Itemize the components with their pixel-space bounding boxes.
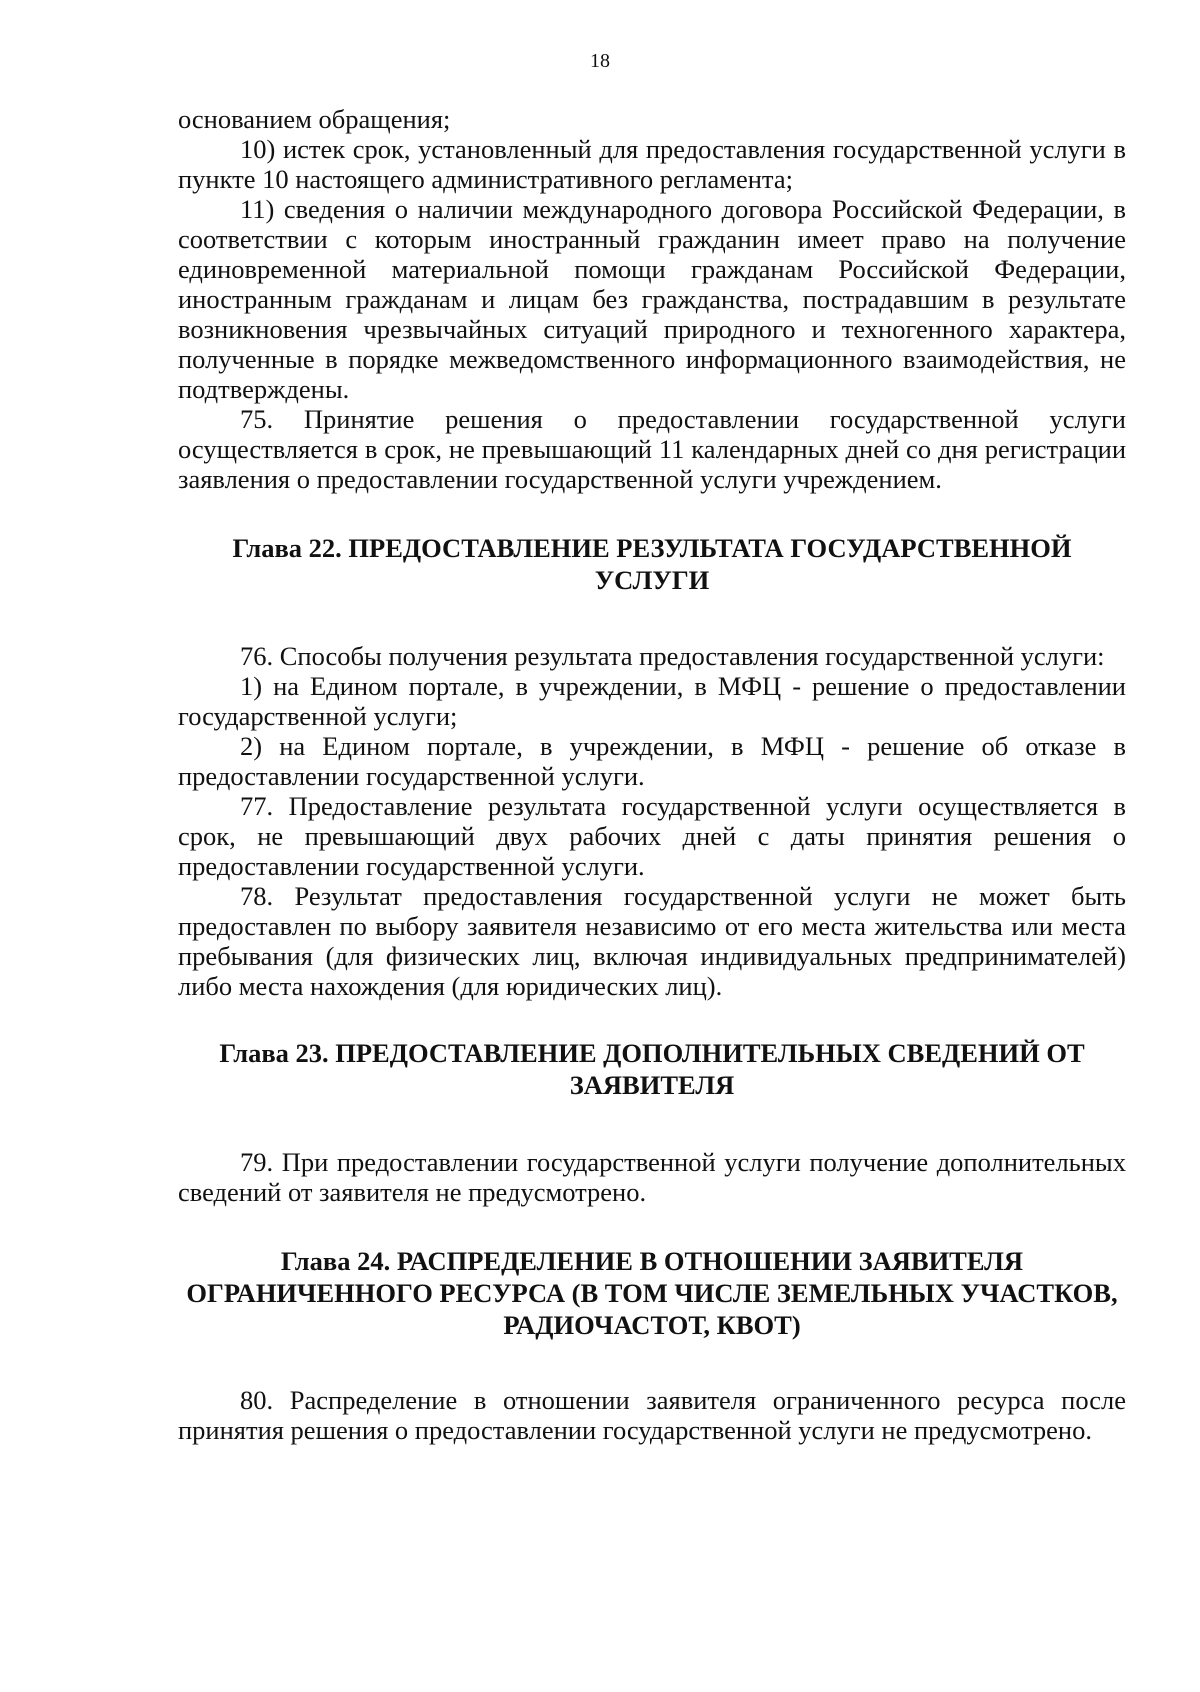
paragraph: 77. Предоставление результата государственной услуги осуществляется в срок, не превышающий двух рабочих дней с даты принятия решения о предоставлении государственной услуги. (178, 791, 1126, 881)
chapter-22-heading (178, 532, 1126, 596)
page-number: 18 (590, 50, 610, 72)
paragraph: 80. Распределение в отношении заявителя ограниченного ресурса после принятия решения о предоставлении государственной услуги не предусмотрено. (178, 1385, 1126, 1445)
heading-line: РАДИОЧАСТОТ, КВОТ) (503, 1310, 801, 1340)
paragraph: 78. Результат предоставления государственной услуги не может быть предоставлен по выбору заявителя независимо от его места жительства или места пребывания (для физических лиц, включая индивидуальных предпринимателей) либо места нахождения (для юридических лиц). (178, 881, 1126, 1001)
heading-line: УСЛУГИ (594, 565, 710, 595)
heading-line: Глава 23. ПРЕДОСТАВЛЕНИЕ ДОПОЛНИТЕЛЬНЫХ СВЕДЕНИЙ ОТ (219, 1038, 1085, 1068)
heading-line: Глава 24. РАСПРЕДЕЛЕНИЕ В ОТНОШЕНИИ ЗАЯВИТЕЛЯ (280, 1246, 1024, 1276)
heading-line: Глава 22. ПРЕДОСТАВЛЕНИЕ РЕЗУЛЬТАТА ГОСУДАРСТВЕННОЙ (232, 533, 1072, 563)
paragraph: 79. При предоставлении государственной услуги получение дополнительных сведений от заявителя не предусмотрено. (178, 1147, 1126, 1207)
heading-line: ОГРАНИЧЕННОГО РЕСУРСА (В ТОМ ЧИСЛЕ ЗЕМЕЛЬНЫХ УЧАСТКОВ, (186, 1278, 1118, 1308)
paragraph: 1) на Едином портале, в учреждении, в МФЦ - решение о предоставлении государственной услуги; (178, 671, 1126, 731)
paragraph: 76. Способы получения результата предоставления государственной услуги: (240, 641, 1105, 671)
document-body (178, 104, 1126, 1445)
chapter-24-heading (178, 1245, 1126, 1341)
paragraph: 10) истек срок, установленный для предоставления государственной услуги в пункте 10 настоящего административного регламента; (178, 134, 1126, 194)
paragraph: основанием обращения; (178, 104, 451, 134)
chapter-23-heading (178, 1037, 1126, 1101)
heading-line: ЗАЯВИТЕЛЯ (569, 1070, 735, 1100)
paragraph: 75. Принятие решения о предоставлении государственной услуги осуществляется в срок, не превышающий 11 календарных дней со дня регистрации заявления о предоставлении государственной услуги учреждением. (178, 404, 1126, 494)
paragraph: 11) сведения о наличии международного договора Российской Федерации, в соответствии с которым иностранный гражданин имеет право на получение единовременной материальной помощи гражданам Российской Федерации, иностранным гражданам и лицам без гражданства, пострадавшим в результате возникновения чрезвычайных ситуаций природного и техногенного характера, полученные в порядке межведомственного информационного взаимодействия, не подтверждены. (178, 194, 1126, 404)
paragraph: 2) на Едином портале, в учреждении, в МФЦ - решение об отказе в предоставлении государственной услуги. (178, 731, 1126, 791)
